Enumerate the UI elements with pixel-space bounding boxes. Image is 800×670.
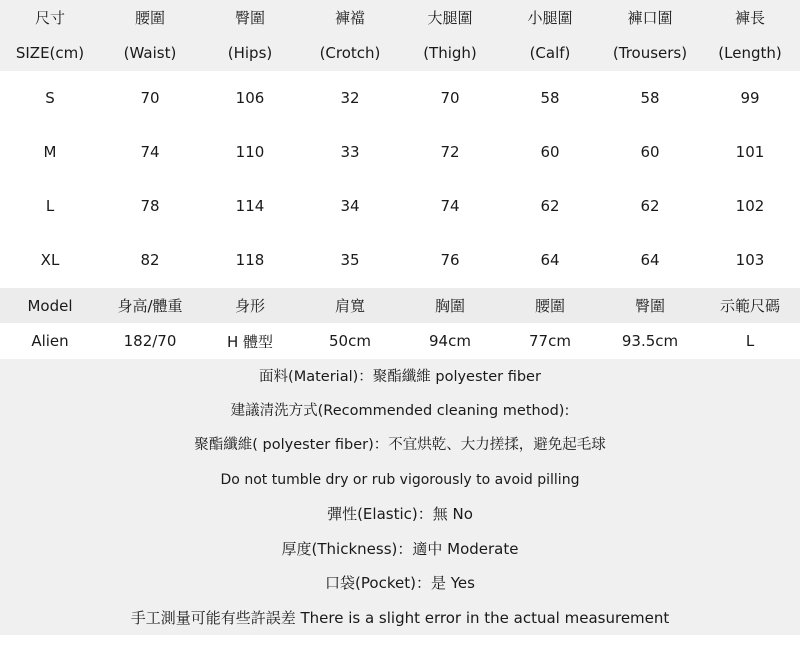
header-hips-zh: 臀圍: [234, 9, 265, 27]
size-row-xl: [0, 233, 800, 287]
length-cell: 102: [735, 197, 765, 215]
hips-cell: 114: [235, 197, 265, 215]
product-notes: [0, 359, 800, 635]
size-header-zh-row: [0, 0, 800, 35]
trousers-cell: 60: [640, 143, 660, 161]
measurement-error-note: 手工測量可能有些許誤差 There is a slight error in the actual measurement: [130, 609, 670, 627]
header-length-en: (Length): [718, 44, 782, 62]
header-chest: 胸圍: [434, 297, 465, 315]
header-crotch-zh: 褲襠: [334, 9, 365, 27]
material-note: 面料(Material)：聚酯纖維 polyester fiber: [259, 369, 541, 385]
trousers-cell: 58: [640, 89, 660, 107]
header-waist-en: (Waist): [123, 44, 177, 62]
header-waist-zh: 腰圍: [134, 9, 165, 27]
header-hips: 臀圍: [634, 297, 665, 315]
header-waist: 腰圍: [534, 297, 565, 315]
trousers-cell: 64: [640, 251, 660, 269]
cleaning-note-zh: 聚酯纖維( polyester fiber)：不宜烘乾、大力搓揉，避免起毛球: [194, 437, 606, 453]
header-thigh-zh: 大腿圍: [427, 9, 473, 27]
header-model: Model: [27, 296, 73, 315]
header-shoulder: 肩寬: [334, 297, 365, 315]
hips-cell: 110: [235, 143, 265, 161]
waist-cell: 82: [140, 251, 160, 269]
thigh-cell: 74: [440, 197, 460, 215]
waist-cell: 78: [140, 197, 160, 215]
model-header-row: [0, 288, 800, 323]
thickness-note: 厚度(Thickness)：適中 Moderate: [281, 540, 519, 558]
header-trousers-zh: 褲口圍: [627, 9, 673, 27]
trousers-cell: 62: [640, 197, 660, 215]
model-chest: 94cm: [429, 332, 471, 350]
model-hips: 93.5cm: [621, 332, 679, 350]
header-height-weight: 身高/體重: [117, 297, 183, 315]
header-calf-en: (Calf): [529, 44, 571, 62]
model-height-weight: 182/70: [123, 332, 177, 350]
crotch-cell: 34: [340, 197, 360, 215]
header-calf-zh: 小腿圍: [527, 9, 573, 27]
size-row-l: [0, 179, 800, 233]
header-thigh-en: (Thigh): [423, 44, 477, 62]
calf-cell: 62: [540, 197, 560, 215]
size-cell: L: [45, 197, 55, 215]
model-name: Alien: [31, 332, 69, 350]
hips-cell: 106: [235, 89, 265, 107]
length-cell: 101: [735, 143, 765, 161]
pocket-note: 口袋(Pocket)：是 Yes: [325, 574, 475, 592]
calf-cell: 64: [540, 251, 560, 269]
model-body-shape: H 體型: [226, 332, 274, 351]
thigh-cell: 72: [440, 143, 460, 161]
size-row-s: [0, 71, 800, 125]
length-cell: 99: [740, 89, 760, 107]
calf-cell: 58: [540, 89, 560, 107]
size-cell: XL: [40, 251, 60, 269]
thigh-cell: 76: [440, 251, 460, 269]
header-hips-en: (Hips): [227, 44, 273, 62]
model-shoulder: 50cm: [329, 332, 371, 350]
model-waist: 77cm: [529, 332, 571, 350]
size-cell: S: [45, 89, 55, 107]
size-row-m: [0, 125, 800, 179]
cleaning-note-en: Do not tumble dry or rub vigorously to avoid pilling: [220, 472, 580, 488]
thigh-cell: 70: [440, 89, 460, 107]
hips-cell: 118: [235, 251, 265, 269]
length-cell: 103: [735, 251, 765, 269]
cleaning-title: 建議清洗方式(Recommended cleaning method):: [230, 403, 570, 419]
waist-cell: 70: [140, 89, 160, 107]
header-trousers-en: (Trousers): [612, 44, 688, 62]
crotch-cell: 35: [340, 251, 360, 269]
crotch-cell: 33: [340, 143, 360, 161]
crotch-cell: 32: [340, 89, 360, 107]
size-header-en-row: [0, 35, 800, 71]
header-demo-size: 示範尺碼: [719, 297, 780, 315]
header-length-zh: 褲長: [734, 9, 765, 27]
calf-cell: 60: [540, 143, 560, 161]
header-crotch-en: (Crotch): [319, 44, 381, 62]
elastic-note: 彈性(Elastic)：無 No: [327, 505, 473, 523]
waist-cell: 74: [140, 143, 160, 161]
header-body-shape: 身形: [234, 297, 265, 315]
header-size-en: SIZE(cm): [15, 44, 85, 62]
model-demo-size: L: [745, 332, 755, 350]
size-cell: M: [43, 143, 57, 161]
model-data-row: [0, 323, 800, 359]
header-size-zh: 尺寸: [34, 9, 65, 27]
